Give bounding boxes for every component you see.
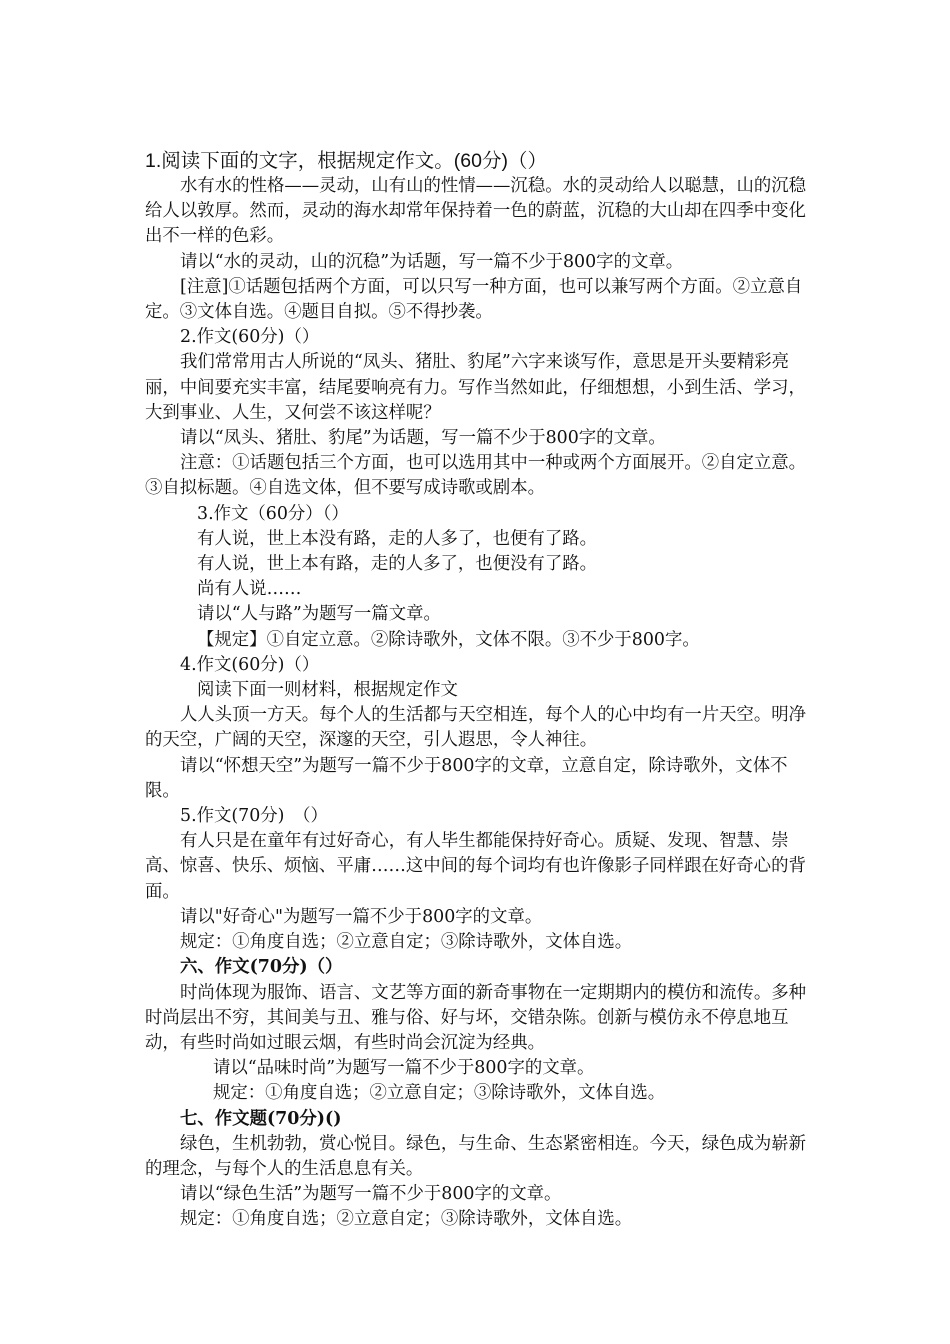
q3-line1: 有人说，世上本没有路，走的人多了，也便有了路。 <box>197 528 597 549</box>
q6-heading: 六、作文(70分)（） <box>180 957 343 978</box>
q2-notes: 注意：①话题包括三个方面，也可以选用其中一种或两个方面展开。②自定立意。③自拟标题。④自选文体，但不要写成诗歌或剧本。 <box>145 453 807 499</box>
q5-material: 有人只是在童年有过好奇心，有人毕生都能保持好奇心。质疑、发现、智慧、崇高、惊喜、快乐、烦恼、平庸……这中间的每个词均有也许像影子同样跟在好奇心的背面。 <box>145 831 806 902</box>
q2-material: 我们常常用古人所说的“凤头、猪肚、豹尾”六字来谈写作，意思是开头要精彩亮丽，中间要充实丰富，结尾要响亮有力。写作当然如此，仔细想想，小到生活、学习，大到事业、人生，又何尝不该这样呢？ <box>145 352 806 423</box>
q4-heading: 4.作文(60分)（） <box>180 654 320 675</box>
q5-heading: 5.作文(70分) （） <box>180 806 328 827</box>
q3-rules: 【规定】①自定立意。②除诗歌外，文体不限。③不少于800字。 <box>197 629 700 650</box>
q5-instruction: 请以"好奇心"为题写一篇不少于800字的文章。 <box>180 906 543 927</box>
q1-material: 水有水的性格——灵动，山有山的性情——沉稳。水的灵动给人以聪慧，山的沉稳给人以敦厚。然而，灵动的海水却常年保持着一色的蔚蓝，沉稳的大山却在四季中变化出不一样的色彩。 <box>145 176 807 247</box>
q2-instruction: 请以“凤头、猪肚、豹尾”为话题，写一篇不少于800字的文章。 <box>180 428 666 449</box>
q7-rules: 规定：①角度自选；②立意自定；③除诗歌外，文体自选。 <box>180 1209 633 1230</box>
q4-lead: 阅读下面一则材料，根据规定作文 <box>197 680 458 701</box>
q3-line2: 有人说，世上本有路，走的人多了，也便没有了路。 <box>197 554 597 575</box>
q1-instruction: 请以“水的灵动，山的沉稳”为话题，写一篇不少于800字的文章。 <box>180 251 684 272</box>
q3-instruction: 请以“人与路”为题写一篇文章。 <box>197 604 441 625</box>
q7-material: 绿色，生机勃勃，赏心悦目。绿色，与生命、生态紧密相连。今天，绿色成为崭新的理念，与每个人的生活息息有关。 <box>145 1133 807 1179</box>
q6-rules: 规定：①角度自选；②立意自定；③除诗歌外，文体自选。 <box>213 1083 666 1104</box>
q3-line3: 尚有人说…… <box>197 579 302 600</box>
q6-instruction: 请以“品味时尚”为题写一篇不少于800字的文章。 <box>213 1058 595 1079</box>
q4-material: 人人头顶一方天。每个人的生活都与天空相连，每个人的心中均有一片天空。明净的天空，广阔的天空，深邃的天空，引人遐思，令人神往。 <box>145 705 807 751</box>
q7-instruction: 请以“绿色生活”为题写一篇不少于800字的文章。 <box>180 1184 562 1205</box>
q6-material: 时尚体现为服饰、语言、文艺等方面的新奇事物在一定期期内的模仿和流传。多种时尚层出不穷，其间美与丑、雅与俗、好与坏，交错杂陈。创新与模仿永不停息地互动，有些时尚如过眼云烟，有些时尚会沉淀为经典。 <box>145 982 807 1053</box>
q7-heading: 七、作文题(70分)() <box>180 1108 342 1129</box>
q1-notes: [注意]①话题包括两个方面，可以只写一种方面，也可以兼写两个方面。②立意自定。③文体自选。④题目自拟。⑤不得抄袭。 <box>145 276 803 323</box>
document-page <box>145 148 810 1233</box>
q2-heading: 2.作文(60分)（） <box>180 327 320 348</box>
q3-heading: 3.作文（60分）（） <box>197 503 349 524</box>
q1-heading: 1.阅读下面的文字，根据规定作文。(60分)（） <box>145 150 547 172</box>
q5-rules: 规定：①角度自选；②立意自定；③除诗歌外，文体自选。 <box>180 932 633 953</box>
q4-instruction: 请以“怀想天空”为题写一篇不少于800字的文章，立意自定，除诗歌外，文体不限。 <box>145 755 788 801</box>
